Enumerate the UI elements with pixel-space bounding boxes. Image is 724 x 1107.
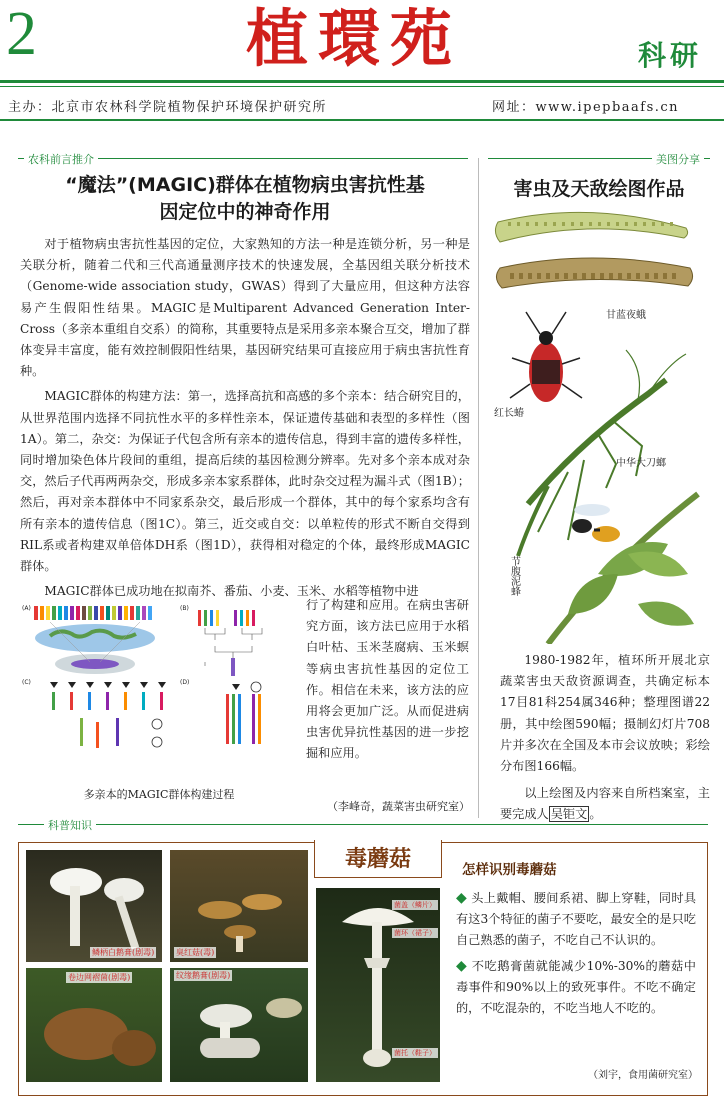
header-bottom-rule xyxy=(0,119,724,121)
mushroom-4-art xyxy=(170,968,308,1082)
a1-section-tag: 农科前言推介 xyxy=(24,151,98,167)
a3-bullet-2-text: 不吃鹅膏菌就能减少10%-30%的蘑菇中毒事件和90%以上的致死事件。不吃不确定的，不吃混杂的，不吃当地人不吃的。 xyxy=(456,958,696,1016)
website-line: 网址：www.ipepbaafs.cn xyxy=(492,100,680,115)
a3-top-rule xyxy=(18,824,708,825)
fig-a-parents xyxy=(34,606,155,674)
magic-construction-diagram xyxy=(20,602,298,752)
column-divider xyxy=(478,158,479,818)
diamond-bullet-icon: ◆ xyxy=(456,957,468,974)
red-bug xyxy=(510,312,582,402)
insect-illustrations xyxy=(488,204,710,644)
a1-paragraph-1: 对于植物病虫害抗性基因的定位，大家熟知的方法一种是连锁分析，另一种是关联分析，随着二代和三代高通量测序技术的快速发展，全基因组关联分析技术（Genome-wide association study，GWAS）得到了大量应用，但这种方法容易产生假阳性结果。MAGIC是Multiparent Advanced Generation Inter-Cross（多亲本重组自交系）的简称，其重要特点是采用多亲本聚合互交，增加了群体变异丰富度，能有效控制假阳性结果，基因研究结果可直接应用于病虫害抗性育种。 xyxy=(20,237,470,379)
a2-paragraph-2 xyxy=(500,783,710,825)
a1-figure-caption: 多亲本的MAGIC群体构建过程 xyxy=(83,788,235,801)
fig-b-bars xyxy=(198,610,255,676)
photo-label-2: 臭红菇(毒) xyxy=(176,948,215,957)
mushroom-1-art xyxy=(26,850,162,962)
wasp xyxy=(572,504,620,542)
a2-section-tag: 美图分享 xyxy=(652,151,704,167)
photo-label-ring: 菌环（裙子） xyxy=(394,929,436,937)
a2-paragraph-2-end: 。 xyxy=(589,807,602,822)
fig-label-b: (B) xyxy=(180,605,189,612)
label-mantis: 中华大刀螂 xyxy=(616,458,666,469)
label-moth: 甘蓝夜蛾 xyxy=(606,310,646,321)
a3-bullet-2 xyxy=(456,956,696,1020)
a2-body xyxy=(500,650,710,826)
label-wasp-vertical xyxy=(509,555,521,597)
masthead-rule xyxy=(0,80,724,83)
photo-label-3: 卷边网褶菌(剧毒) xyxy=(68,973,131,982)
caterpillar-1 xyxy=(495,212,687,242)
fig-label-c: (C) xyxy=(22,679,31,686)
photo-mushroom-1 xyxy=(26,850,162,962)
a1-title-line2: 因定位中的神奇作用 xyxy=(159,201,331,223)
a3-bullet-1-text: 头上戴帽、腰间系裙、脚上穿鞋，同时具有这3个特征的菌子不要吃，最安全的是只吃自己熟悉的菌子，不吃自己不认识的。 xyxy=(456,891,697,948)
label-bug: 红长蝽 xyxy=(494,408,524,419)
a1-title-line1: “魔法”(MAGIC)群体在植物病虫害抗性基 xyxy=(65,174,425,196)
a1-paragraph-3-start: MAGIC群体已成功地在拟南芥、番茄、小麦、玉米、水稻等植物中进 xyxy=(44,584,419,599)
a1-author: （李峰奇，蔬菜害虫研究室） xyxy=(327,800,470,813)
fig-label-d: (D) xyxy=(180,679,190,686)
sponsor-line: 主办：北京市农林科学院植物保护环境保护研究所 xyxy=(8,100,328,115)
fig-c-chromosomes xyxy=(52,692,163,748)
leaf-branch xyxy=(548,494,698,644)
newspaper-title: 植環苑 xyxy=(246,2,463,75)
a2-paragraph-1: 1980-1982年，植环所开展北京蔬菜害虫天敌资源调查，共确定标本17目81科254属346种；整理图谱22册，其中绘图590幅；摄制幻灯片708片并多次在全国及本市会议放映；彩绘分布图166幅。 xyxy=(500,653,710,774)
photo-mushroom-2 xyxy=(170,850,308,962)
a3-author: （刘宇，食用菌研究室） xyxy=(588,1070,698,1081)
a2-paragraph-2-start: 以上绘图及内容来自所档案室，主要完成人 xyxy=(500,786,710,822)
a1-figure xyxy=(20,602,298,752)
mushroom-3-art xyxy=(26,968,162,1082)
caterpillar-2 xyxy=(496,258,692,288)
photo-mushroom-4 xyxy=(170,968,308,1082)
fig-label-a: (A) xyxy=(22,605,31,612)
page-number: 2 xyxy=(6,0,37,68)
a1-body-side xyxy=(306,595,469,765)
a3-subtitle: 怎样识别毒蘑菇 xyxy=(462,862,557,878)
label-wasp: 节腹泥蜂 xyxy=(508,556,520,596)
fig-d-inbreeding xyxy=(226,682,261,744)
masthead-rule-thin xyxy=(0,86,724,87)
a2-title: 害虫及天敌绘图作品 xyxy=(513,178,685,200)
a1-paragraph-2: MAGIC群体的构建方法：第一，选择高抗和高感的多个亲本：结合研究目的，从世界范围内选择不同抗性水平的多样性亲本，保证遗传基础和表型的多样性（图1A）。第二，杂交：为保证子代包含所有亲本的遗传信息，得到丰富的遗传多样性，同时增加染色体片段间的重组，提高后续的基因检测分辨率。先对多个亲本成对杂交，然后子代再两两杂交，形成多亲本家系群体，此时杂交过程为漏斗式（图1B）；然后，再对亲本群体中不同家系杂交，最后形成一个群体，其中的每个家系均含有所有亲本的遗传信息（图1C）。第三，近交或自交：以单粒传的形式不断自交得到RIL系或者构建双单倍体DH系（图1D），获得相对稳定的个体，最终形成MAGIC群体。 xyxy=(20,389,470,574)
photo-mushroom-3 xyxy=(26,968,162,1082)
a1-body xyxy=(20,234,470,602)
photo-label-volva: 菌托（鞋子） xyxy=(394,1049,436,1057)
a3-body xyxy=(456,888,696,1019)
a3-banner-title: 毒蘑菇 xyxy=(344,847,411,872)
section-name: 科研 xyxy=(638,39,703,72)
a3-bullet-1 xyxy=(456,888,696,952)
photo-label-cap: 菌盖（鳞片） xyxy=(394,901,436,909)
mushroom-2-art xyxy=(170,850,308,962)
insect-art xyxy=(488,204,710,644)
diamond-bullet-icon: ◆ xyxy=(456,890,468,906)
fig-c-crosses xyxy=(50,682,166,688)
a3-section-tag: 科普知识 xyxy=(44,817,96,833)
a1-paragraph-3-rest: 行了构建和应用。在病虫害研究方面，该方法已应用于水稻白叶枯、玉米茎腐病、玉米螟等病虫害抗性基因的定位工作。相信在未来，该方法的应用将会更加广泛。从而促进病虫害优异抗性基因的进一步挖掘和应用。 xyxy=(306,598,469,761)
photo-label-1: 鳞柄白鹅膏(剧毒) xyxy=(92,948,155,957)
photo-mushroom-5 xyxy=(316,888,440,1082)
photo-label-4: 纹缘鹅膏(剧毒) xyxy=(176,971,231,980)
a2-author-name: 吴钜文 xyxy=(550,807,588,822)
a1-title xyxy=(20,172,470,226)
